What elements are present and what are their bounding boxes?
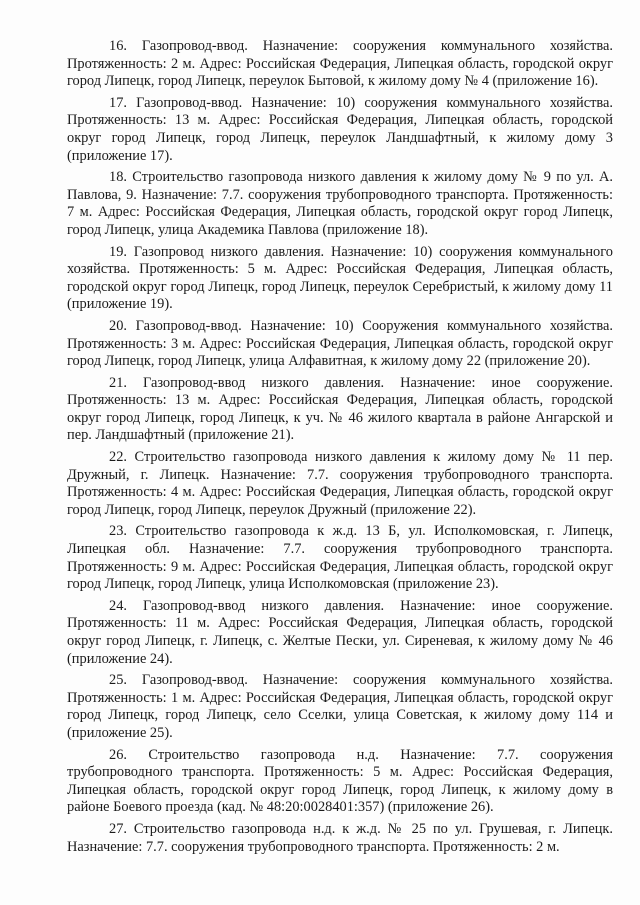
list-item: 21. Газопровод-ввод низкого давления. Назначение: иное сооружение. Протяженность: 13 м. Адрес: Российская Федерация, Липецкая область, городской округ город Липецк, город Липецк, к уч. № 46 жилого квартала в районе Ангарской и пер. Ландшафтный (приложение 21). (67, 374, 613, 444)
list-item: 25. Газопровод-ввод. Назначение: сооружения коммунального хозяйства. Протяженность: 1 м. Адрес: Российская Федерация, Липецкая область, городской округ город Липецк, город Липецк, село Сселки, улица Советская, к жилому дому 114 и (приложение 25). (67, 672, 613, 741)
list-item: 16. Газопровод-ввод. Назначение: сооружения коммунального хозяйства. Протяженность: 2 м. Адрес: Российская Федерация, Липецкая область, городской округ город Липецк, город Липецк, переулок Бытовой, к жилому дому № 4 (приложение 16). (67, 38, 613, 90)
list-item: 27. Строительство газопровода н.д. к ж.д. № 25 по ул. Грушевая, г. Липецк. Назначение: 7.7. сооружения трубопроводного транспорта. Протяженность: 2 м. (67, 820, 613, 855)
list-item: 22. Строительство газопровода низкого давления к жилому дому № 11 пер. Дружный, г. Липецк. Назначение: 7.7. сооружения трубопроводного транспорта. Протяженность: 4 м. Адрес: Российская Федерация, Липецкая область, городской округ город Липецк, город Липецк, переулок Дружный (приложение 22). (67, 449, 613, 518)
list-item: 26. Строительство газопровода н.д. Назначение: 7.7. сооружения трубопроводного транспорта. Протяженность: 5 м. Адрес: Российская Федерация, Липецкая область, городской округ город Липецк, город Липецк, к жилому дому в районе Боевого проезда (кад. № 48:20:0028401:357) (приложение 26). (67, 746, 613, 816)
list-item: 18. Строительство газопровода низкого давления к жилому дому № 9 по ул. А. Павлова, 9. Назначение: 7.7. сооружения трубопроводного транспорта. Протяженность: 7 м. Адрес: Российская Федерация, Липецкая область, городской округ город Липецк, город Липецк, улица Академика Павлова (приложение 18). (67, 169, 613, 238)
list-item: 20. Газопровод-ввод. Назначение: 10) Сооружения коммунального хозяйства. Протяженность: 3 м. Адрес: Российская Федерация, Липецкая область, городской округ город Липецк, город Липецк, улица Алфавитная, к жилому дому 22 (приложение 20). (67, 317, 613, 370)
list-item: 23. Строительство газопровода к ж.д. 13 Б, ул. Исполкомовская, г. Липецк, Липецкая обл. Назначение: 7.7. сооружения трубопроводного транспорта. Протяженность: 9 м. Адрес: Российская Федерация, Липецкая область, городской округ город Липецк, город Липецк, улица Исполкомовская (приложение 23). (67, 523, 613, 593)
list-item: 17. Газопровод-ввод. Назначение: 10) сооружения коммунального хозяйства. Протяженность: 13 м. Адрес: Российская Федерация, Липецкая область, городской округ город Липецк, город Липецк, переулок Ландшафтный, к жилому дому 3 (приложение 17). (67, 94, 613, 164)
list-item: 24. Газопровод-ввод низкого давления. Назначение: иное сооружение. Протяженность: 11 м. Адрес: Российская Федерация, Липецкая область, городской округ город Липецк, г. Липецк, с. Желтые Пески, ул. Сиреневая, к жилому дому № 46 (приложение 24). (67, 597, 613, 667)
list-item: 19. Газопровод низкого давления. Назначение: 10) сооружения коммунального хозяйства. Протяженность: 5 м. Адрес: Российская Федерация, Липецкая область, городской округ город Липецк, город Липецк, переулок Серебристый, к жилому дому 11 (приложение 19). (67, 243, 613, 313)
